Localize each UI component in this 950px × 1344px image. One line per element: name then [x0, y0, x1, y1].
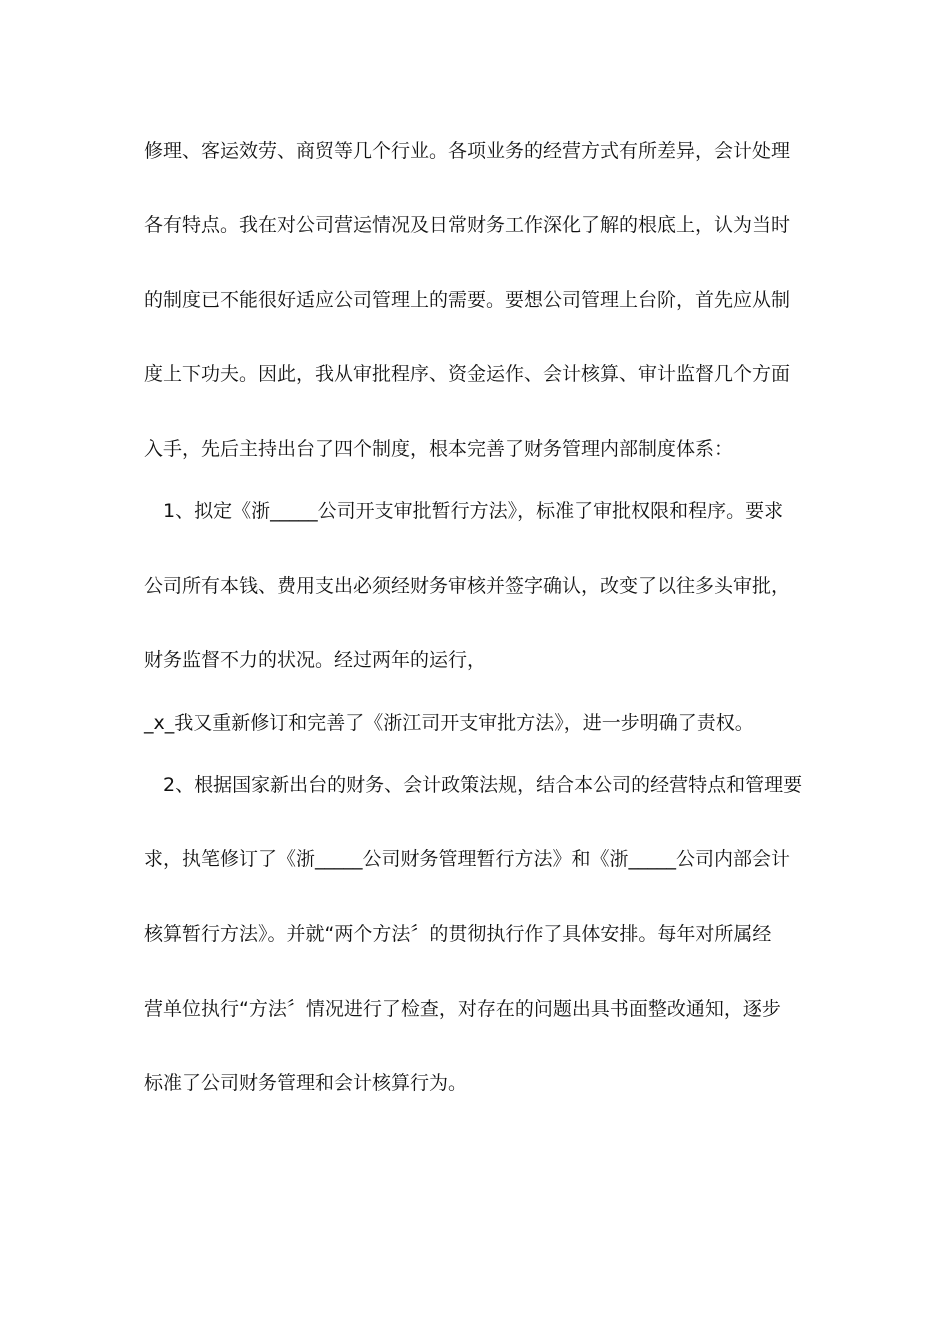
text-line: 入手，先后主持出台了四个制度，根本完善了财务管理内部制度体系： [144, 438, 734, 460]
text-line: 公司所有本钱、费用支出必须经财务审核并签字确认，改变了以往多头审批， [144, 575, 791, 597]
text-line: _x_我又重新修订和完善了《浙江司开支审批方法》，进一步明确了责权。 [144, 712, 754, 734]
text-line: 营单位执行“方法〞情况进行了检查，对存在的问题出具书面整改通知，逐步 [144, 998, 781, 1020]
text-line: 核算暂行方法》。并就“两个方法〞的贯彻执行作了具体安排。每年对所属经 [144, 923, 772, 945]
list-item-2-line: 2、根据国家新出台的财务、会计政策法规，结合本公司的经营特点和管理要 [163, 774, 803, 796]
text-line: 修理、客运效劳、商贸等几个行业。各项业务的经营方式有所差异，会计处理 [144, 140, 791, 162]
text-line: 求，执笔修订了《浙_____公司财务管理暂行方法》和《浙_____公司内部会计 [144, 848, 791, 870]
text-line: 财务监督不力的状况。经过两年的运行， [144, 649, 487, 671]
text-line: 标准了公司财务管理和会计核算行为。 [144, 1072, 468, 1094]
list-item-1-line: 1、拟定《浙_____公司开支审批暂行方法》，标准了审批权限和程序。要求 [163, 500, 784, 522]
text-line: 度上下功夫。因此，我从审批程序、资金运作、会计核算、审计监督几个方面 [144, 363, 791, 385]
text-line: 的制度已不能很好适应公司管理上的需要。要想公司管理上台阶，首先应从制 [144, 289, 791, 311]
text-line: 各有特点。我在对公司营运情况及日常财务工作深化了解的根底上，认为当时 [144, 214, 791, 236]
